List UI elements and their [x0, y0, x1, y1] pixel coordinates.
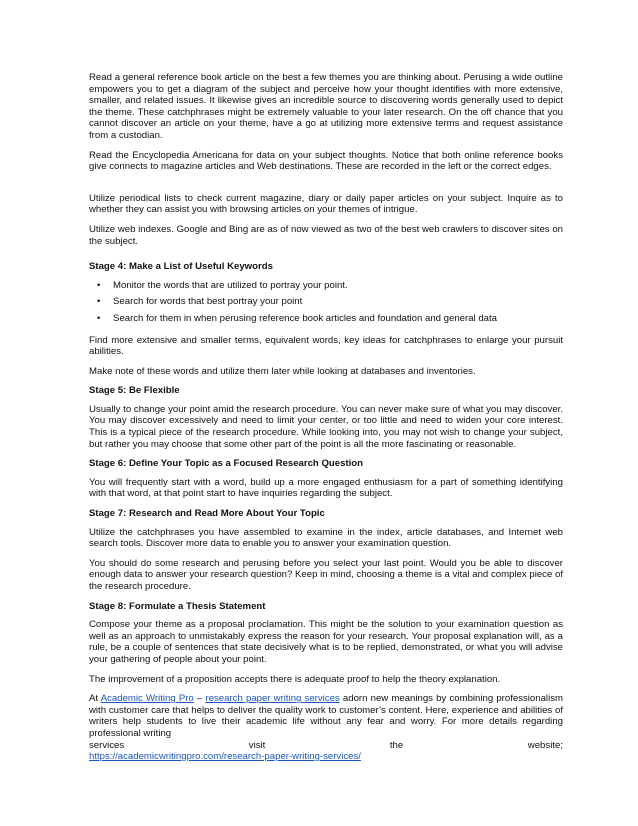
heading-stage-8: Stage 8: Formulate a Thesis Statement [89, 600, 266, 612]
website-url-link[interactable]: https://academicwritingpro.com/research-paper-writing-services/ [89, 751, 361, 763]
bullet-icon: • [97, 296, 101, 308]
paragraph-stage-4-terms: Find more extensive and smaller terms, equivalent words, key ideas for catchphrases to enlarge your pursuit abilities. [89, 334, 563, 358]
list-item [97, 312, 563, 325]
bullet-icon: • [97, 279, 101, 291]
closing-body: adorn new meanings by combining professionalism with customer care that helps to deliver the quality work to customer’s content. Here, experience and abilities of writers help students to live their academic life without any fear and worry. For more details regarding professional writing [89, 693, 563, 739]
bullet-icon: • [97, 312, 101, 324]
heading-stage-6: Stage 6: Define Your Topic as a Focused Research Question [89, 458, 364, 470]
paragraph-stage-8-proof: The improvement of a proposition accepts there is adequate proof to help the theory explanation. [89, 673, 501, 685]
closing-prefix: At [89, 693, 101, 705]
paragraph-encyclopedia: Read the Encyclopedia Americana for data on your subject thoughts. Notice that both online reference books give connects to magazine articles and Web destinations. These are recorded in the left or the correct edges. [89, 149, 563, 173]
paragraph-stage-8-thesis: Compose your theme as a proposal proclamation. This might be the solution to your examination question as well as an approach to unmistakably express the reason for your research. Your proposal explanation will, as a rule, be a couple of sentences that state decisively what is to be replied, demonstrated, or what you will advise your gathering of people about your point. [89, 619, 563, 665]
paragraph-gap [89, 181, 563, 193]
closing-word: website; [527, 739, 563, 751]
closing-word: the [389, 739, 404, 751]
research-paper-services-link[interactable]: research paper writing services [205, 693, 340, 705]
paragraph-stage-5: Usually to change your point amid the research procedure. You can never make sure of what you may discover. You may discover excessively and need to limit your center, or too little and need to widen your core interest. This is a typical piece of the research procedure. While looking into, you may not wish to change your subject, but rather you may choose that some other part of the point is all the more fascinating or reasonable. [89, 403, 563, 450]
list-item-text: Monitor the words that are utilized to portray your point. [113, 279, 348, 291]
closing-word: services [89, 739, 125, 751]
list-item [97, 279, 563, 292]
keyword-bullet-list [89, 280, 563, 325]
paragraph-closing [89, 693, 563, 739]
academic-writing-pro-link[interactable]: Academic Writing Pro [100, 693, 194, 705]
paragraph-general-reference: Read a general reference book article on the best a few themes you are thinking about. Perusing a wide outline empowers you to get a diagram of the subject and perceive how your thought identifies with more extensive, smaller, and related issues. It likewise gives an incredible source to discovering words generally used to depict the theme. These catchphrases might be extremely valuable to your later research. On the off chance that you cannot discover an article on your theme, have a go at utilizing more extensive terms and request assistance from a custodian. [89, 72, 563, 141]
paragraph-stage-4-notes: Make note of these words and utilize them later while looking at databases and inventories. [89, 365, 476, 377]
paragraph-stage-7-keywords: Utilize the catchphrases you have assembled to examine in the index, article databases, and Internet web search tools. Discover more data to enable you to answer your examination question. [89, 526, 563, 550]
heading-stage-5: Stage 5: Be Flexible [89, 385, 180, 397]
closing-spread-line [89, 740, 563, 752]
heading-stage-7: Stage 7: Research and Read More About Your Topic [89, 508, 325, 520]
paragraph-web-indexes: Utilize web indexes. Google and Bing are as of now viewed as two of the best web crawlers to discover sites on the subject. [89, 223, 563, 247]
closing-word: visit [248, 739, 266, 751]
closing-dash: – [193, 693, 206, 705]
list-item-text: Search for them in when perusing reference book articles and foundation and general data [113, 312, 497, 324]
paragraph-stage-6: You will frequently start with a word, build up a more engaged enthusiasm for a part of something identifying with that word, at that point start to have inquiries regarding the subject. [89, 476, 563, 500]
document-body [89, 72, 563, 763]
paragraph-periodical-lists: Utilize periodical lists to check current magazine, diary or daily paper articles on your subject. Inquire as to whether they can assist you with browsing articles on your themes of intrigue. [89, 192, 563, 216]
paragraph-stage-7-research: You should do some research and perusing before you select your last point. Would you be able to discover enough data to answer your research question? Keep in mind, choosing a theme is a vital and complex piece of the research procedure. [89, 557, 563, 592]
list-item-text: Search for words that best portray your point [113, 296, 303, 308]
list-item [97, 296, 563, 308]
website-url-line [89, 751, 563, 763]
heading-stage-4: Stage 4: Make a List of Useful Keywords [89, 261, 273, 273]
